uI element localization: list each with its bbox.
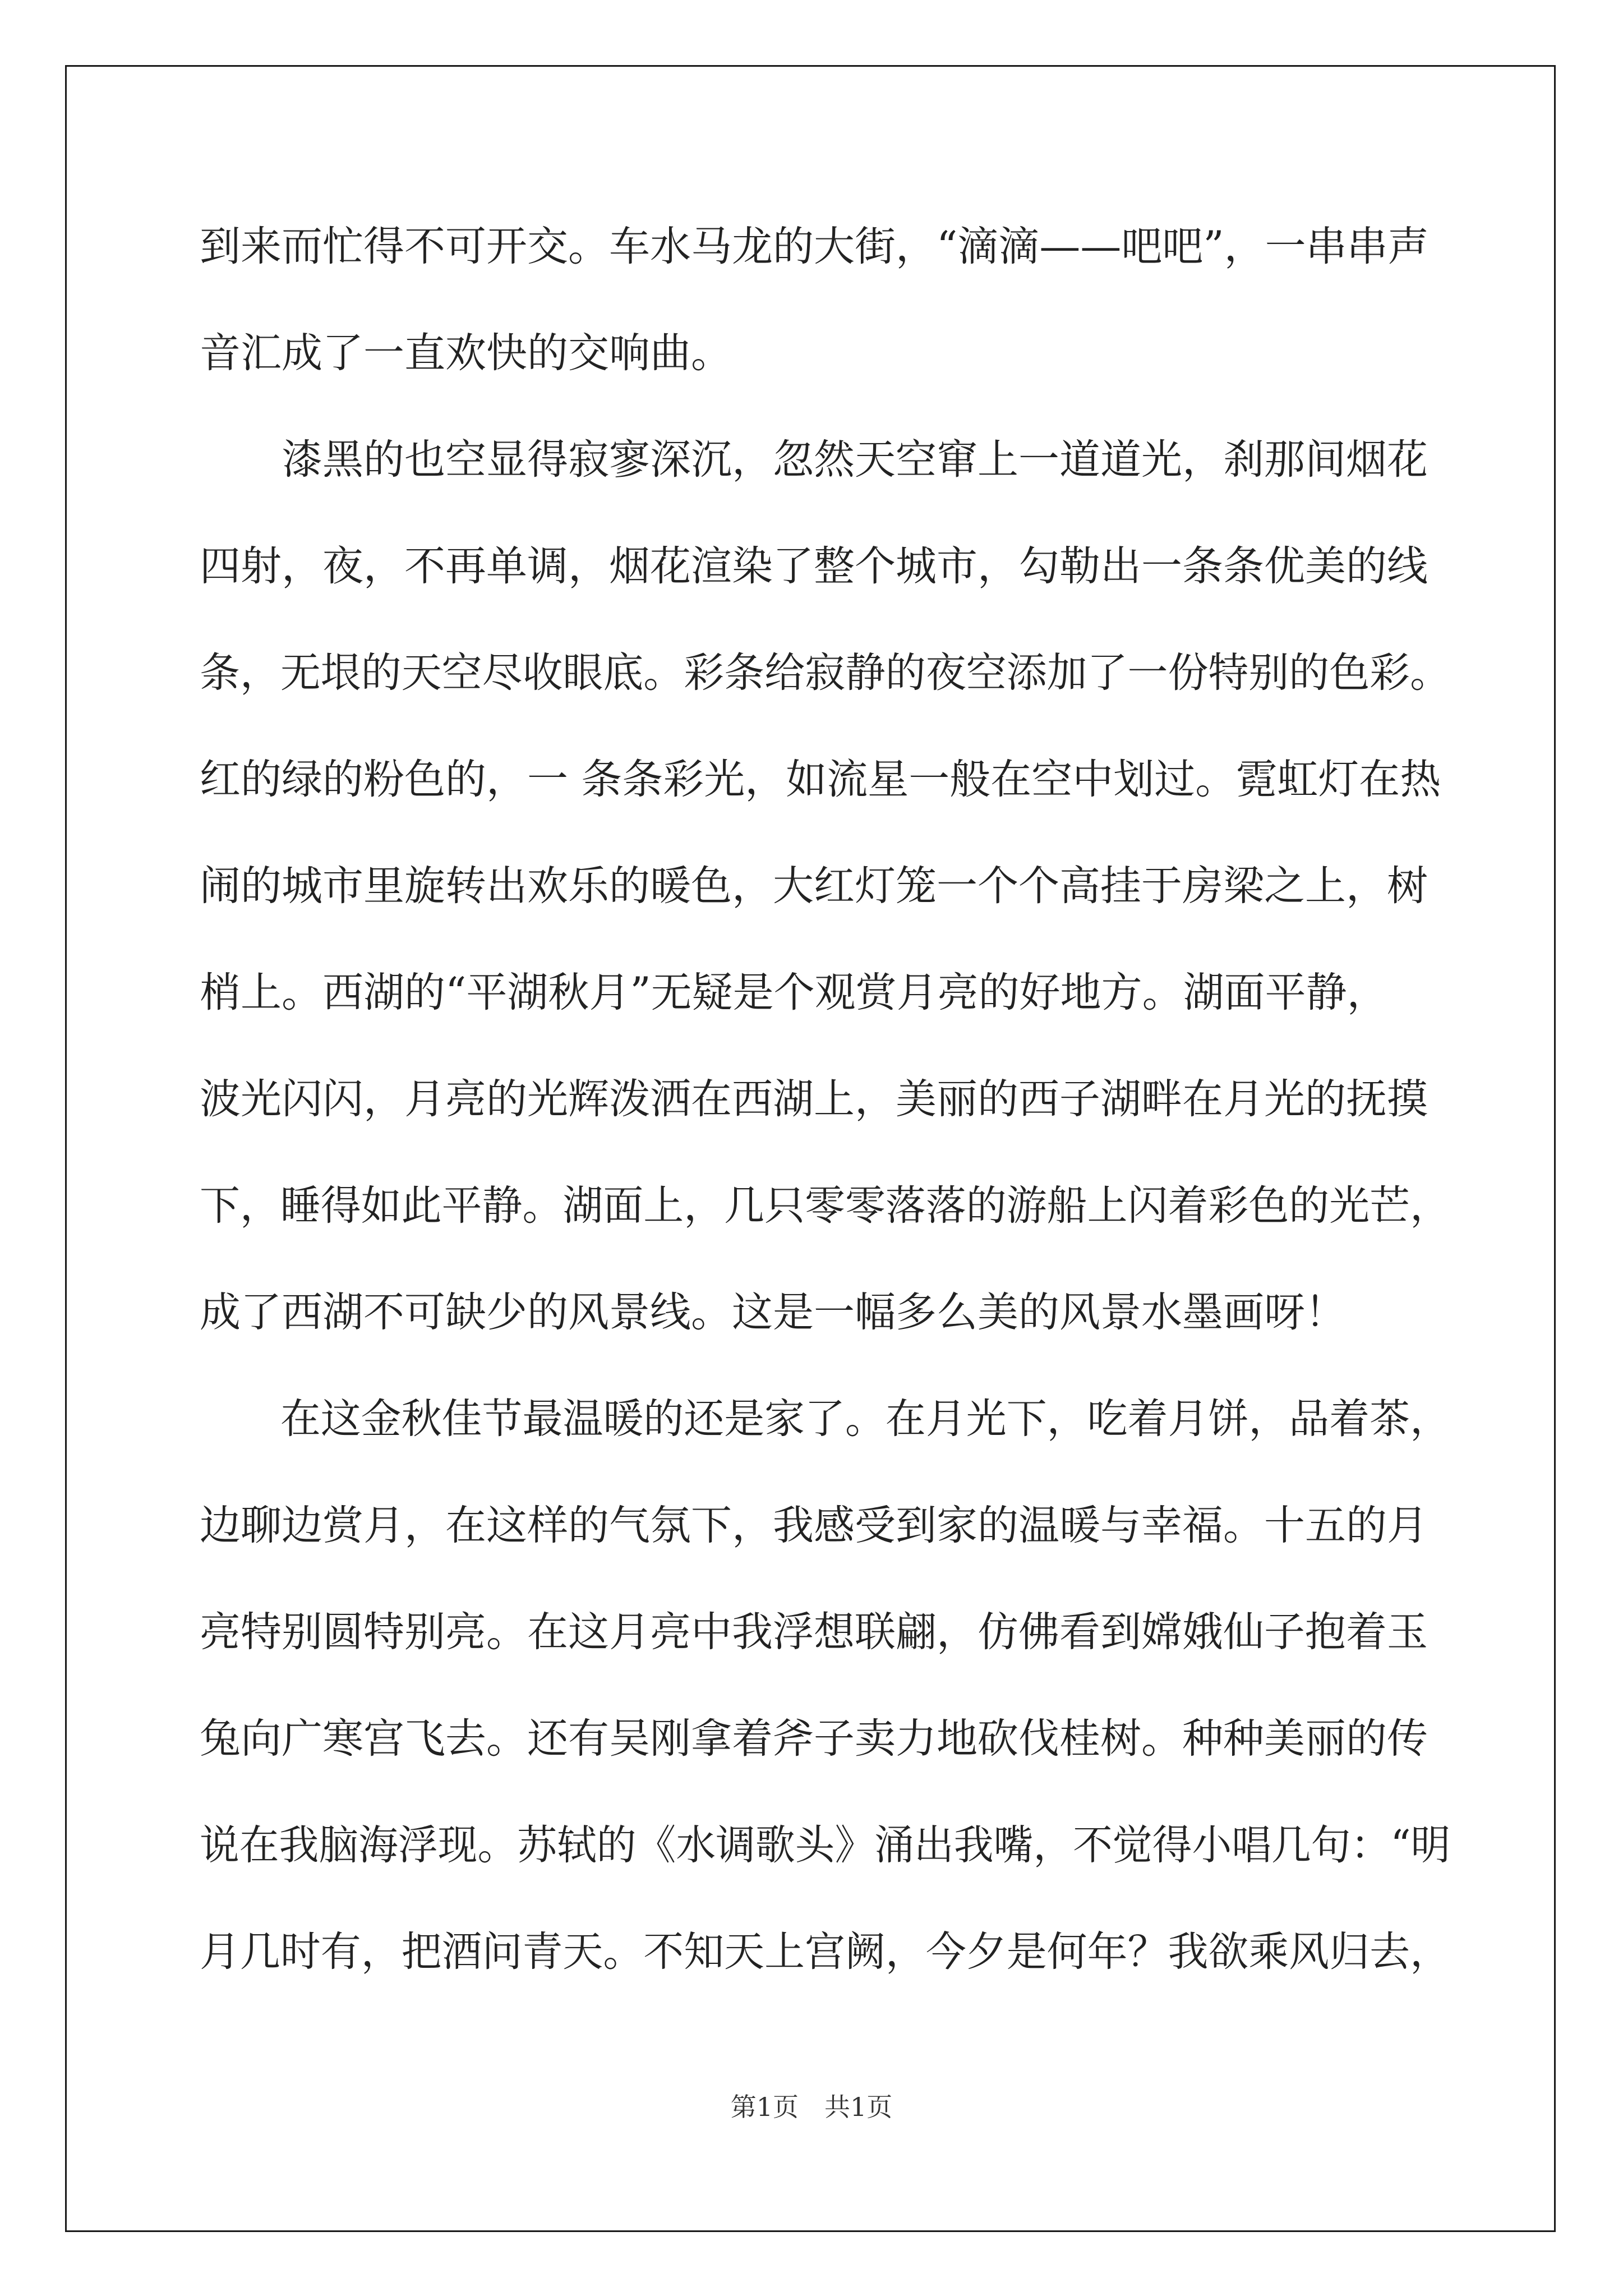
text-line [200,620,1450,726]
text-line-content: 兔向广寒宫飞去。还有吴刚拿着斧子卖力地砍伐桂树。种种美丽的传 [200,1715,1428,1763]
text-line-content: 漆黑的也空显得寂寥深沉，忽然天空窜上一道道光，刹那间烟花 [200,436,1428,484]
text-line [200,407,1450,513]
text-line [200,726,1450,833]
text-line [200,300,1450,407]
text-line-content: 闹的城市里旋转出欢乐的暖色，大红灯笼一个个高挂于房梁之上，树 [200,862,1428,910]
text-line-content: 在这金秋佳节最温暖的还是家了。在月光下，吃着月饼，品着茶， [200,1395,1450,1443]
text-line [200,1686,1450,1792]
text-line [200,1259,1450,1366]
text-line-content: 亮特别圆特别亮。在这月亮中我浮想联翩，仿佛看到嫦娥仙子抱着玉 [200,1608,1428,1656]
text-line-content: 说在我脑海浮现。苏轼的《水调歌头》涌出我嘴，不觉得小唱几句：“明 [200,1821,1451,1869]
text-line [200,194,1450,300]
text-line [200,940,1450,1046]
text-line-content: 月几时有，把酒问青天。不知天上宫阙，今夕是何年？我欲乘风归去， [200,1928,1450,1976]
text-line-content: 四射，夜，不再单调，烟花渲染了整个城市，勾勒出一条条优美的线 [200,542,1428,590]
text-line-content: 波光闪闪，月亮的光辉泼洒在西湖上，美丽的西子湖畔在月光的抚摸 [200,1075,1428,1123]
text-line-content: 条，无垠的天空尽收眼底。彩条给寂静的夜空添加了一份特别的色彩。 [200,649,1450,697]
text-line-content: 到来而忙得不可开交。车水马龙的大街，“滴滴——吧吧”，一串串声 [200,223,1429,270]
page-number-footer: 第1页 共1页 [730,2092,893,2122]
text-line [200,1899,1450,2005]
text-line [200,1473,1450,1579]
text-line [200,833,1450,940]
document-body [200,194,1450,2005]
text-line-content: 边聊边赏月，在这样的气氛下，我感受到家的温暖与幸福。十五的月 [200,1502,1428,1549]
text-line [200,1046,1450,1153]
text-line-content: 音汇成了一直欢快的交响曲。 [200,329,732,377]
text-line [200,1579,1450,1686]
text-line-content: 红的绿的粉色的，一 条条彩光，如流星一般在空中划过。霓虹灯在热 [200,756,1441,803]
text-line [200,1153,1450,1259]
text-line [200,513,1450,620]
text-line-content: 下，睡得如此平静。湖面上，几只零零落落的游船上闪着彩色的光芒， [200,1182,1450,1230]
text-line [200,1366,1450,1473]
text-line [200,1792,1450,1899]
text-line-content: 梢上。西湖的“平湖秋月”无疑是个观赏月亮的好地方。湖面平静， [200,969,1388,1016]
text-line-content: 成了西湖不可缺少的风景线。这是一幅多么美的风景水墨画呀！ [200,1289,1346,1336]
